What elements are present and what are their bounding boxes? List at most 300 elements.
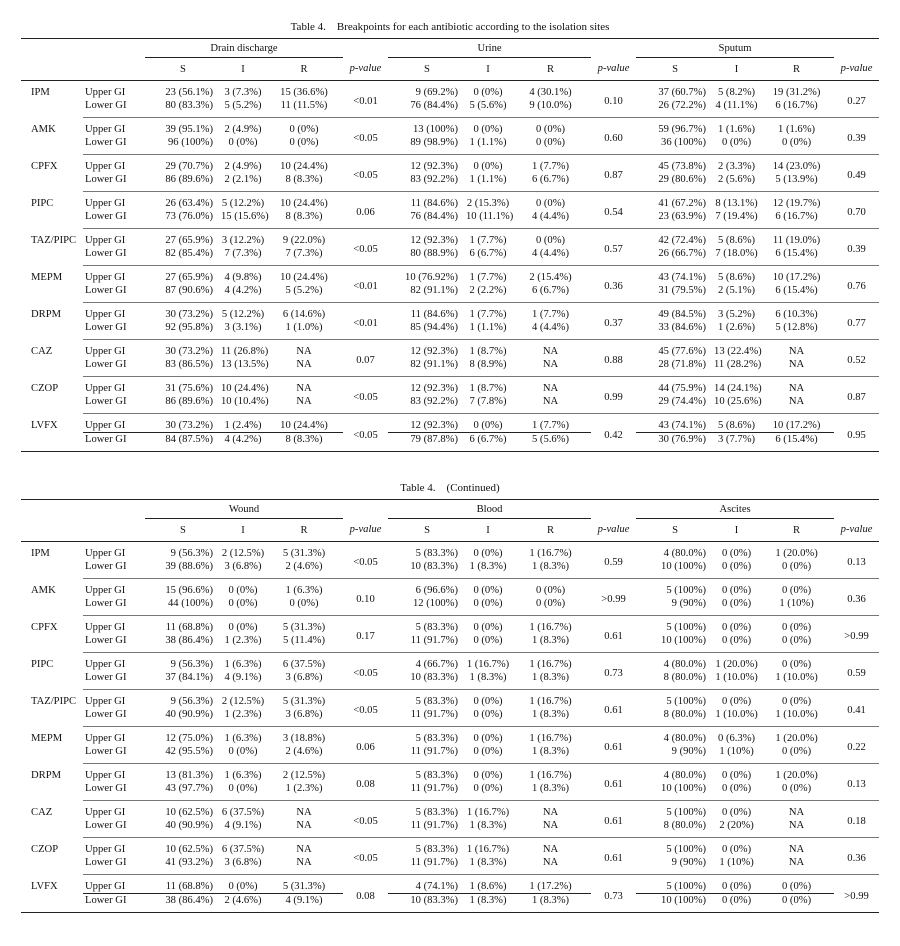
column-header: R bbox=[759, 519, 834, 542]
value-cell: 26 (63.4%) bbox=[165, 198, 213, 209]
value-cell: 6 (37.5%) bbox=[221, 807, 265, 818]
value-cell: 1 (20.0%) bbox=[715, 659, 758, 670]
value-cell: 2 (5.6%) bbox=[714, 173, 759, 192]
value-cell: 82 (91.1%) bbox=[388, 358, 466, 377]
value-cell: 43 (74.1%) bbox=[658, 272, 707, 283]
value-cell: 31 (75.6%) bbox=[165, 383, 213, 394]
value-cell: 9 (22.0%) bbox=[282, 235, 326, 246]
value-cell: 0 (0%) bbox=[759, 560, 834, 579]
value-cell: 6 (15.4%) bbox=[759, 433, 834, 452]
value-cell: 26 (72.2%) bbox=[636, 99, 714, 118]
value-cell: 1 (16.7%) bbox=[529, 733, 572, 744]
value-cell: 0 (0%) bbox=[473, 161, 503, 172]
table-row bbox=[21, 579, 879, 598]
value-cell: NA bbox=[542, 346, 559, 357]
value-cell: 13 (81.3%) bbox=[165, 770, 213, 781]
value-cell: 2 (3.3%) bbox=[717, 161, 756, 172]
p-value-cell: <0.05 bbox=[343, 801, 388, 838]
value-cell: 6 (10.3%) bbox=[775, 309, 818, 320]
value-cell: 10 (100%) bbox=[636, 560, 714, 579]
value-cell: 5 (12.8%) bbox=[759, 321, 834, 340]
value-cell: 10 (83.3%) bbox=[388, 560, 466, 579]
value-cell: 1 (1.6%) bbox=[717, 124, 756, 135]
value-cell: 83 (86.5%) bbox=[145, 358, 221, 377]
value-cell: 1 (1.0%) bbox=[265, 321, 343, 340]
antibiotic-name: TAZ/PIPC bbox=[31, 234, 77, 246]
value-cell: 11 (68.8%) bbox=[145, 875, 221, 894]
site-label: Upper GI bbox=[85, 659, 126, 670]
value-cell: 5 (100%) bbox=[666, 696, 707, 707]
value-cell: 31 (79.5%) bbox=[636, 284, 714, 303]
table-row bbox=[21, 875, 879, 894]
site-label: Lower GI bbox=[83, 856, 145, 875]
value-cell: NA bbox=[788, 844, 805, 855]
site-label: Lower GI bbox=[83, 782, 145, 801]
value-cell: 11 (68.8%) bbox=[165, 622, 213, 633]
table-row bbox=[21, 358, 879, 377]
p-value-cell: >0.99 bbox=[834, 616, 879, 653]
value-cell: 10 (24.4%) bbox=[280, 161, 328, 172]
p-value-cell: 0.49 bbox=[834, 155, 879, 192]
value-cell: 11 (91.7%) bbox=[388, 856, 466, 875]
value-cell: 6 (15.4%) bbox=[759, 284, 834, 303]
table-row bbox=[21, 856, 879, 875]
value-cell: 0 (0%) bbox=[265, 136, 343, 155]
value-cell: 10 (62.5%) bbox=[165, 807, 213, 818]
table-1-title: Table 4. Breakpoints for each antibiotic according to the isolation sites bbox=[290, 21, 610, 33]
value-cell: 1 (2.6%) bbox=[714, 321, 759, 340]
antibiotic-name: TAZ/PIPC bbox=[31, 695, 77, 707]
value-cell: 0 (0%) bbox=[714, 136, 759, 155]
p-value-cell: <0.01 bbox=[343, 81, 388, 118]
value-cell: 40 (90.9%) bbox=[145, 819, 221, 838]
value-cell: 23 (56.1%) bbox=[165, 87, 213, 98]
value-cell: 86 (89.6%) bbox=[145, 395, 221, 414]
site-label: Upper GI bbox=[85, 733, 126, 744]
table-row bbox=[21, 340, 879, 359]
value-cell: 0 (0%) bbox=[721, 770, 752, 781]
value-cell: 1 (20.0%) bbox=[775, 770, 818, 781]
antibiotic-name: PIPC bbox=[31, 197, 54, 209]
column-header: R bbox=[265, 519, 343, 542]
value-cell: 5 (83.3%) bbox=[415, 844, 459, 855]
p-value-cell: 0.22 bbox=[834, 727, 879, 764]
p-value-cell: <0.05 bbox=[343, 118, 388, 155]
value-cell: 0 (0%) bbox=[466, 597, 510, 616]
value-cell: 13 (13.5%) bbox=[221, 358, 265, 377]
value-cell: 82 (85.4%) bbox=[145, 247, 221, 266]
value-cell: 4 (74.1%) bbox=[388, 875, 466, 894]
p-value-cell: 0.13 bbox=[834, 542, 879, 579]
value-cell: 0 (0%) bbox=[535, 124, 566, 135]
value-cell: 9 (56.3%) bbox=[170, 696, 213, 707]
value-cell: 1 (6.3%) bbox=[224, 733, 262, 744]
value-cell: 0 (6.3%) bbox=[718, 733, 756, 744]
value-cell: 6 (14.6%) bbox=[282, 309, 326, 320]
table-row bbox=[21, 708, 879, 727]
site-label: Upper GI bbox=[85, 87, 126, 98]
p-value-cell: 0.13 bbox=[834, 764, 879, 801]
table-row bbox=[21, 284, 879, 303]
value-cell: NA bbox=[788, 383, 805, 394]
value-cell: 83 (92.2%) bbox=[388, 395, 466, 414]
value-cell: 5 (83.3%) bbox=[415, 807, 459, 818]
value-cell: 4 (30.1%) bbox=[529, 87, 572, 98]
value-cell: 1 (8.3%) bbox=[466, 671, 510, 690]
value-cell: 10 (62.5%) bbox=[165, 844, 213, 855]
value-cell: 5 (83.3%) bbox=[415, 770, 459, 781]
table-row bbox=[21, 894, 879, 913]
site-label: Upper GI bbox=[85, 548, 126, 559]
value-cell: 0 (0%) bbox=[221, 597, 265, 616]
p-value-cell: <0.05 bbox=[343, 653, 388, 690]
value-cell: 1 (1.1%) bbox=[466, 321, 510, 340]
site-label: Lower GI bbox=[83, 819, 145, 838]
site-label: Lower GI bbox=[83, 433, 145, 452]
value-cell: 1 (10.0%) bbox=[759, 708, 834, 727]
value-cell: 5 (8.6%) bbox=[717, 235, 756, 246]
site-label: Upper GI bbox=[85, 235, 126, 246]
value-cell: 11 (91.7%) bbox=[388, 782, 466, 801]
value-cell: NA bbox=[296, 383, 312, 394]
antibiotic-name: IPM bbox=[31, 548, 50, 559]
value-cell: NA bbox=[296, 346, 312, 357]
value-cell: 0 (0%) bbox=[473, 124, 503, 135]
value-cell: 9 (56.3%) bbox=[170, 548, 213, 559]
group-header: Wound bbox=[145, 500, 343, 519]
value-cell: 10 (24.4%) bbox=[280, 272, 328, 283]
p-value-cell: 0.17 bbox=[343, 616, 388, 653]
value-cell: 42 (95.5%) bbox=[145, 745, 221, 764]
column-header: S bbox=[388, 58, 466, 81]
value-cell: 82 (91.1%) bbox=[388, 284, 466, 303]
p-value-cell: <0.05 bbox=[343, 155, 388, 192]
value-cell: 92 (95.8%) bbox=[145, 321, 221, 340]
table-row bbox=[21, 727, 879, 746]
value-cell: 0 (0%) bbox=[759, 782, 834, 801]
value-cell: 1 (8.7%) bbox=[469, 383, 507, 394]
value-cell: 30 (73.2%) bbox=[165, 309, 213, 320]
value-cell: 38 (86.4%) bbox=[145, 634, 221, 653]
value-cell: 2 (5.1%) bbox=[714, 284, 759, 303]
site-label: Lower GI bbox=[83, 894, 145, 913]
value-cell: 5 (5.6%) bbox=[510, 433, 591, 452]
value-cell: 3 (6.8%) bbox=[265, 708, 343, 727]
value-cell: 43 (74.1%) bbox=[636, 414, 714, 433]
table-row bbox=[21, 801, 879, 820]
value-cell: 44 (100%) bbox=[145, 597, 221, 616]
antibiotic-name: CAZ bbox=[31, 345, 53, 357]
value-cell: 12 (75.0%) bbox=[165, 733, 213, 744]
value-cell: 5 (11.4%) bbox=[265, 634, 343, 653]
value-cell: NA bbox=[542, 807, 559, 818]
p-value-cell: 0.57 bbox=[591, 229, 636, 266]
value-cell: 1 (8.3%) bbox=[466, 819, 510, 838]
value-cell: 11 (19.0%) bbox=[772, 235, 821, 246]
value-cell: 9 (90%) bbox=[636, 745, 714, 764]
value-cell: 5 (5.2%) bbox=[221, 99, 265, 118]
value-cell: 45 (73.8%) bbox=[658, 161, 707, 172]
value-cell: 4 (4.2%) bbox=[221, 433, 265, 452]
value-cell: 4 (66.7%) bbox=[415, 659, 459, 670]
p-value-cell: 0.52 bbox=[834, 340, 879, 377]
p-value-cell: 0.61 bbox=[591, 727, 636, 764]
value-cell: 5 (100%) bbox=[666, 844, 707, 855]
antibiotic-name: CZOP bbox=[31, 382, 59, 394]
value-cell: 7 (18.0%) bbox=[714, 247, 759, 266]
site-label: Lower GI bbox=[83, 136, 145, 155]
value-cell: 0 (0%) bbox=[535, 198, 566, 209]
p-value-cell: 0.08 bbox=[343, 764, 388, 801]
value-cell: 12 (92.3%) bbox=[410, 161, 458, 172]
value-cell: 79 (87.8%) bbox=[388, 433, 466, 452]
p-value-cell: 0.99 bbox=[591, 377, 636, 414]
antibiotic-name: MEPM bbox=[31, 732, 63, 744]
value-cell: 5 (100%) bbox=[636, 875, 714, 894]
p-value-header: p-value bbox=[834, 519, 879, 542]
value-cell: 10 (100%) bbox=[636, 634, 714, 653]
antibiotic-name: MEPM bbox=[31, 271, 63, 283]
value-cell: 3 (3.1%) bbox=[221, 321, 265, 340]
table-row bbox=[21, 173, 879, 192]
value-cell: 11 (28.2%) bbox=[714, 358, 759, 377]
value-cell: 37 (84.1%) bbox=[145, 671, 221, 690]
value-cell: 0 (0%) bbox=[473, 585, 503, 596]
value-cell: 0 (0%) bbox=[473, 733, 503, 744]
value-cell: 84 (87.5%) bbox=[145, 433, 221, 452]
value-cell: 4 (80.0%) bbox=[663, 548, 707, 559]
value-cell: 0 (0%) bbox=[759, 136, 834, 155]
antibiotic-name: DRPM bbox=[31, 308, 62, 320]
value-cell: 10 (17.2%) bbox=[772, 272, 821, 283]
table-row bbox=[21, 616, 879, 635]
value-cell: 0 (0%) bbox=[221, 745, 265, 764]
value-cell: 6 (6.7%) bbox=[466, 247, 510, 266]
value-cell: 0 (0%) bbox=[714, 560, 759, 579]
value-cell: 1 (16.7%) bbox=[529, 659, 572, 670]
value-cell: 0 (0%) bbox=[535, 235, 566, 246]
value-cell: 6 (37.5%) bbox=[282, 659, 326, 670]
value-cell: 12 (92.3%) bbox=[410, 383, 458, 394]
value-cell: 80 (88.9%) bbox=[388, 247, 466, 266]
value-cell: 1 (7.7%) bbox=[469, 309, 507, 320]
site-label: Upper GI bbox=[85, 770, 126, 781]
p-value-cell: 0.61 bbox=[591, 690, 636, 727]
group-header: Ascites bbox=[636, 500, 834, 519]
value-cell: 3 (6.8%) bbox=[265, 671, 343, 690]
value-cell: 1 (7.7%) bbox=[469, 272, 507, 283]
value-cell: 45 (77.6%) bbox=[658, 346, 707, 357]
p-value-cell: 0.18 bbox=[834, 801, 879, 838]
p-value-cell: 0.39 bbox=[834, 229, 879, 266]
value-cell: 1 (17.2%) bbox=[510, 875, 591, 894]
p-value-cell: 0.73 bbox=[591, 875, 636, 913]
value-cell: 13 (22.4%) bbox=[714, 346, 762, 357]
value-cell: 4 (4.4%) bbox=[510, 210, 591, 229]
column-header: R bbox=[510, 58, 591, 81]
site-label: Lower GI bbox=[83, 173, 145, 192]
p-value-cell: >0.99 bbox=[834, 875, 879, 913]
value-cell: 8 (8.3%) bbox=[265, 433, 343, 452]
value-cell: 6 (15.4%) bbox=[759, 247, 834, 266]
value-cell: 12 (19.7%) bbox=[772, 198, 821, 209]
value-cell: 4 (80.0%) bbox=[663, 659, 707, 670]
value-cell: 5 (83.3%) bbox=[415, 733, 459, 744]
value-cell: NA bbox=[510, 358, 591, 377]
value-cell: 4 (9.8%) bbox=[224, 272, 262, 283]
value-cell: 3 (18.8%) bbox=[282, 733, 326, 744]
value-cell: 0 (0%) bbox=[221, 782, 265, 801]
table-row bbox=[21, 395, 879, 414]
column-header: R bbox=[759, 58, 834, 81]
value-cell: 26 (66.7%) bbox=[636, 247, 714, 266]
value-cell: 41 (67.2%) bbox=[658, 198, 707, 209]
value-cell: 6 (6.7%) bbox=[510, 284, 591, 303]
value-cell: 4 (9.1%) bbox=[221, 819, 265, 838]
value-cell: 0 (0%) bbox=[473, 770, 503, 781]
value-cell: 15 (15.6%) bbox=[221, 210, 265, 229]
value-cell: 3 (6.8%) bbox=[221, 560, 265, 579]
p-value-cell: 0.10 bbox=[343, 579, 388, 616]
value-cell: 8 (8.3%) bbox=[265, 173, 343, 192]
value-cell: 1 (10%) bbox=[714, 856, 759, 875]
table-row bbox=[21, 433, 879, 452]
breakpoints-table-continued bbox=[21, 499, 879, 913]
antibiotic-name: CPFX bbox=[31, 621, 58, 633]
p-value-header: p-value bbox=[834, 58, 879, 81]
value-cell: 1 (8.3%) bbox=[510, 745, 591, 764]
value-cell: 9 (90%) bbox=[636, 856, 714, 875]
value-cell: 30 (73.2%) bbox=[165, 346, 213, 357]
value-cell: 11 (84.6%) bbox=[410, 309, 458, 320]
value-cell: 29 (74.4%) bbox=[636, 395, 714, 414]
table-row bbox=[21, 303, 879, 322]
table-2-title: Table 4. (Continued) bbox=[400, 482, 500, 494]
p-value-cell: 0.76 bbox=[834, 266, 879, 303]
value-cell: 5 (100%) bbox=[666, 807, 707, 818]
value-cell: 2 (4.9%) bbox=[224, 161, 262, 172]
value-cell: 4 (4.4%) bbox=[510, 247, 591, 266]
value-cell: 1 (2.4%) bbox=[221, 414, 265, 433]
p-value-cell: 0.39 bbox=[834, 118, 879, 155]
p-value-cell: 0.36 bbox=[834, 579, 879, 616]
value-cell: 13 (100%) bbox=[412, 124, 458, 135]
value-cell: NA bbox=[265, 819, 343, 838]
p-value-cell: 0.10 bbox=[591, 81, 636, 118]
p-value-cell: 0.07 bbox=[343, 340, 388, 377]
value-cell: 11 (91.7%) bbox=[388, 819, 466, 838]
value-cell: 5 (83.3%) bbox=[415, 548, 459, 559]
site-label: Upper GI bbox=[85, 383, 126, 394]
site-label: Lower GI bbox=[83, 99, 145, 118]
value-cell: 1 (1.6%) bbox=[778, 124, 816, 135]
value-cell: 0 (0%) bbox=[510, 597, 591, 616]
value-cell: 87 (90.6%) bbox=[145, 284, 221, 303]
value-cell: 76 (84.4%) bbox=[388, 99, 466, 118]
value-cell: 12 (92.3%) bbox=[388, 414, 466, 433]
value-cell: 43 (97.7%) bbox=[145, 782, 221, 801]
column-header: S bbox=[388, 519, 466, 542]
value-cell: 0 (0%) bbox=[289, 124, 319, 135]
p-value-cell: <0.05 bbox=[343, 377, 388, 414]
value-cell: 4 (80.0%) bbox=[663, 770, 707, 781]
column-header: I bbox=[221, 58, 265, 81]
value-cell: 3 (6.8%) bbox=[221, 856, 265, 875]
value-cell: 29 (70.7%) bbox=[165, 161, 213, 172]
value-cell: 2 (4.6%) bbox=[265, 560, 343, 579]
value-cell: 9 (90%) bbox=[636, 597, 714, 616]
column-header: S bbox=[636, 519, 714, 542]
value-cell: 15 (36.6%) bbox=[280, 87, 328, 98]
value-cell: 5 (12.2%) bbox=[221, 309, 265, 320]
breakpoints-table bbox=[21, 38, 879, 452]
antibiotic-name: CPFX bbox=[31, 160, 58, 172]
site-label: Lower GI bbox=[83, 560, 145, 579]
value-cell: 5 (8.6%) bbox=[714, 414, 759, 433]
value-cell: 11 (91.7%) bbox=[388, 745, 466, 764]
value-cell: 0 (0%) bbox=[714, 894, 759, 913]
site-label: Upper GI bbox=[83, 875, 145, 894]
value-cell: 0 (0%) bbox=[473, 87, 503, 98]
value-cell: 6 (16.7%) bbox=[759, 99, 834, 118]
value-cell: 33 (84.6%) bbox=[636, 321, 714, 340]
value-cell: 1 (2.3%) bbox=[221, 634, 265, 653]
value-cell: 5 (31.3%) bbox=[282, 696, 326, 707]
p-value-cell: 0.06 bbox=[343, 727, 388, 764]
column-header: I bbox=[714, 519, 759, 542]
site-label: Lower GI bbox=[83, 745, 145, 764]
value-cell: 42 (72.4%) bbox=[658, 235, 707, 246]
value-cell: 86 (89.6%) bbox=[145, 173, 221, 192]
value-cell: NA bbox=[759, 358, 834, 377]
value-cell: 11 (11.5%) bbox=[265, 99, 343, 118]
value-cell: 1 (2.3%) bbox=[221, 708, 265, 727]
value-cell: 1 (8.3%) bbox=[466, 560, 510, 579]
value-cell: 0 (0%) bbox=[473, 548, 503, 559]
value-cell: 9 (56.3%) bbox=[170, 659, 213, 670]
column-header: R bbox=[265, 58, 343, 81]
value-cell: 1 (8.3%) bbox=[510, 782, 591, 801]
site-label: Lower GI bbox=[83, 210, 145, 229]
site-label: Upper GI bbox=[85, 124, 126, 135]
value-cell: 5 (31.3%) bbox=[282, 548, 326, 559]
value-cell: 1 (8.6%) bbox=[466, 875, 510, 894]
table-row bbox=[21, 99, 879, 118]
value-cell: 19 (31.2%) bbox=[772, 87, 821, 98]
value-cell: 2 (12.5%) bbox=[221, 696, 265, 707]
value-cell: 3 (7.7%) bbox=[714, 433, 759, 452]
value-cell: 0 (0%) bbox=[781, 585, 812, 596]
value-cell: 10 (24.4%) bbox=[221, 383, 269, 394]
column-header: I bbox=[221, 519, 265, 542]
value-cell: 0 (0%) bbox=[510, 136, 591, 155]
p-value-cell: 0.27 bbox=[834, 81, 879, 118]
value-cell: 0 (0%) bbox=[714, 782, 759, 801]
value-cell: 3 (5.2%) bbox=[717, 309, 756, 320]
value-cell: 1 (1.1%) bbox=[466, 136, 510, 155]
p-value-cell: 0.08 bbox=[343, 875, 388, 913]
group-header: Urine bbox=[388, 39, 591, 58]
p-value-cell: 0.42 bbox=[591, 414, 636, 452]
site-label: Lower GI bbox=[83, 634, 145, 653]
value-cell: 27 (65.9%) bbox=[165, 272, 213, 283]
value-cell: 38 (86.4%) bbox=[145, 894, 221, 913]
p-value-cell: 0.41 bbox=[834, 690, 879, 727]
value-cell: 0 (0%) bbox=[473, 622, 503, 633]
value-cell: 5 (8.6%) bbox=[717, 272, 756, 283]
column-header: I bbox=[714, 58, 759, 81]
column-header: S bbox=[636, 58, 714, 81]
